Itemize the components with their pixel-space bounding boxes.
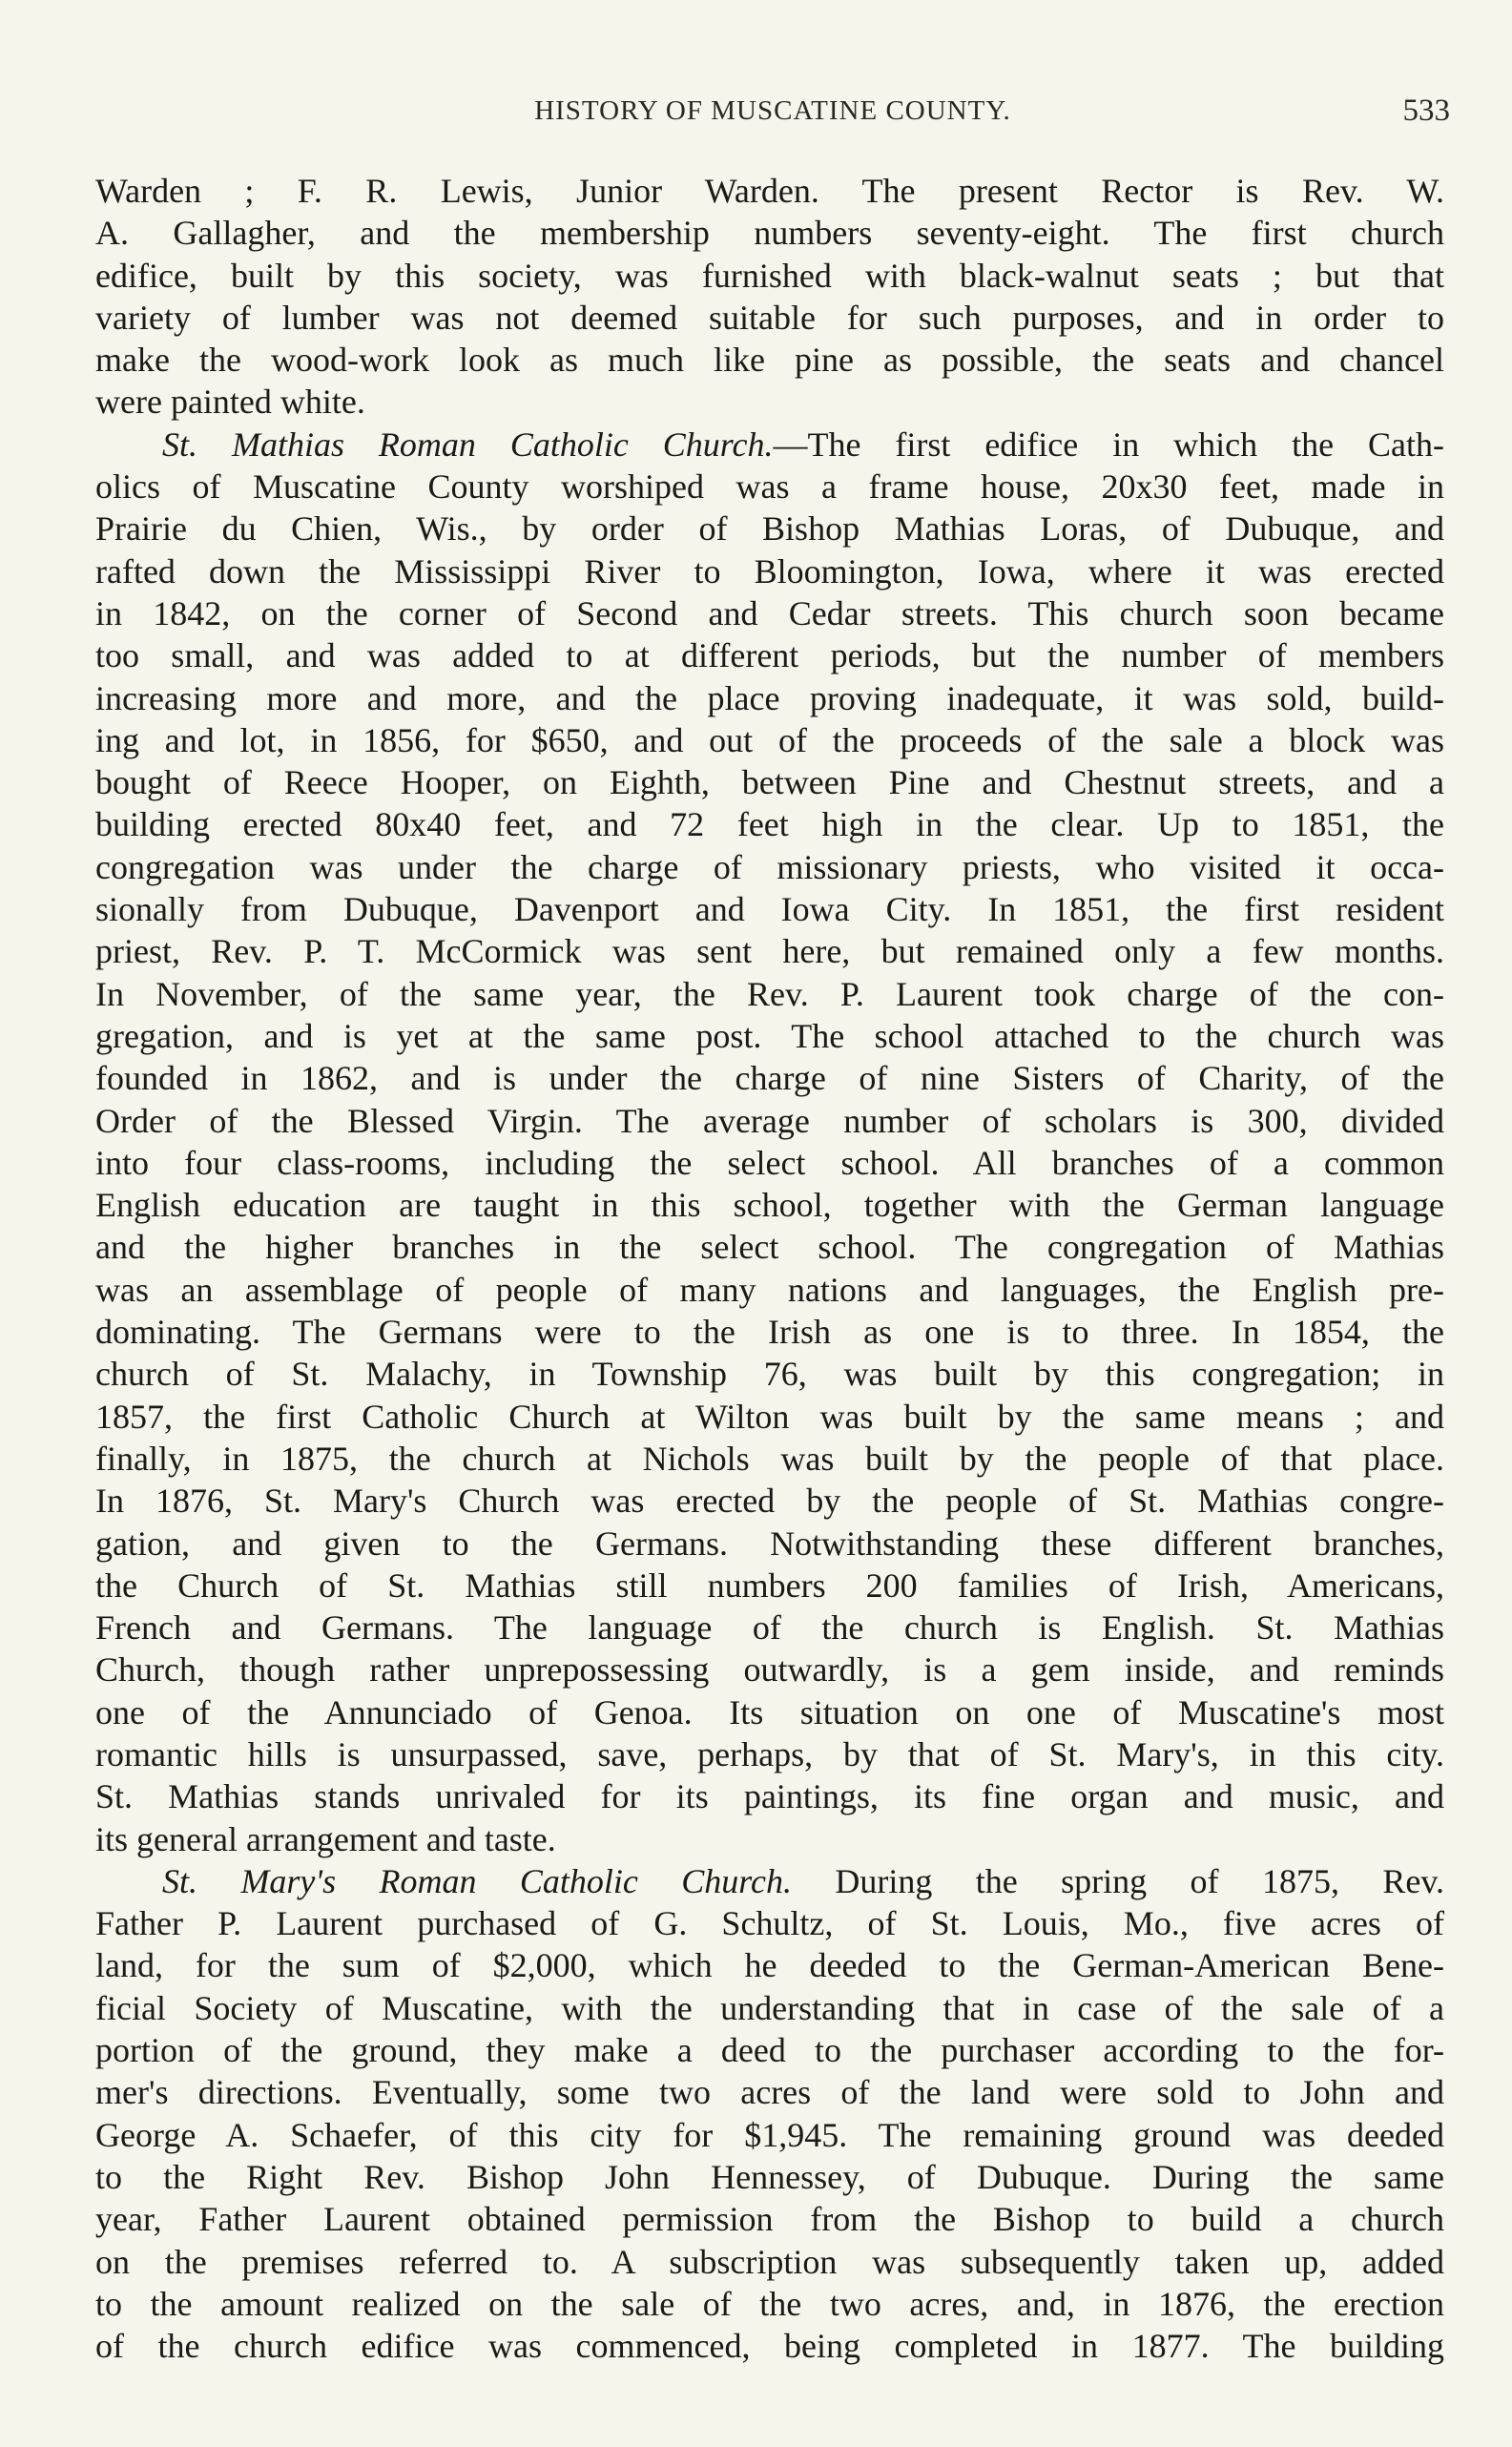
text-line-continuation: During the spring of 1875, Rev. bbox=[791, 1861, 1445, 1900]
text-line: 1857, the first Catholic Church at Wilton was built by the same means ; and bbox=[95, 1397, 1444, 1436]
text-line: St. Mathias stands unrivaled for its paintings, its fine organ and music, and bbox=[95, 1777, 1444, 1816]
text-line: in 1842, on the corner of Second and Cedar streets. This church soon became bbox=[95, 593, 1444, 632]
text-line: priest, Rev. P. T. McCormick was sent here, but remained only a few months. bbox=[95, 932, 1444, 971]
text-line: building erected 80x40 feet, and 72 feet high in the clear. Up to 1851, the bbox=[95, 805, 1444, 844]
text-line: into four class-rooms, including the select school. All branches of a common bbox=[95, 1143, 1444, 1182]
text-line: A. Gallagher, and the membership numbers seventy-eight. The first church bbox=[95, 214, 1444, 253]
text-line: finally, in 1875, the church at Nichols was built by the people of that place. bbox=[95, 1439, 1444, 1478]
text-line: Church, though rather unprepossessing outwardly, is a gem inside, and reminds bbox=[95, 1650, 1444, 1690]
body-text bbox=[95, 170, 1444, 2367]
text-line: gation, and given to the Germans. Notwithstanding these different branches, bbox=[95, 1524, 1444, 1563]
text-line: Father P. Laurent purchased of G. Schultz, of St. Louis, Mo., five acres of bbox=[95, 1904, 1444, 1943]
text-line-continuation: —The first edifice in which the Cath- bbox=[773, 425, 1445, 464]
text-line: English education are taught in this school, together with the German language bbox=[95, 1186, 1444, 1225]
running-title: HISTORY OF MUSCATINE COUNTY. bbox=[534, 95, 1011, 126]
text-line: ficial Society of Muscatine, with the understanding that in case of the sale of a bbox=[95, 1988, 1444, 2027]
text-line: too small, and was added to at different periods, but the number of members bbox=[95, 636, 1444, 675]
page-number: 533 bbox=[1402, 93, 1450, 128]
text-line: dominating. The Germans were to the Irish as one is to three. In 1854, the bbox=[95, 1313, 1444, 1352]
text-line: on the premises referred to. A subscription was subsequently taken up, added bbox=[95, 2242, 1444, 2281]
text-line: variety of lumber was not deemed suitable for such purposes, and in order to bbox=[95, 298, 1444, 337]
text-line: In 1876, St. Mary's Church was erected by the people of St. Mathias congre- bbox=[95, 1482, 1444, 1521]
text-line: land, for the sum of $2,000, which he deeded to the German-American Bene- bbox=[95, 1946, 1444, 1985]
text-line: gregation, and is yet at the same post. The school attached to the church was bbox=[95, 1016, 1444, 1055]
text-line: ing and lot, in 1856, for $650, and out of the proceeds of the sale a block was bbox=[95, 720, 1444, 759]
text-line: rafted down the Mississippi River to Bloomington, Iowa, where it was erected bbox=[95, 551, 1444, 591]
text-line: edifice, built by this society, was furnished with black-walnut seats ; but that bbox=[95, 256, 1444, 295]
text-line: bought of Reece Hooper, on Eighth, between Pine and Chestnut streets, and a bbox=[95, 763, 1444, 802]
text-line: portion of the ground, they make a deed to the purchaser according to the for- bbox=[95, 2031, 1444, 2070]
text-line: increasing more and more, and the place proving inadequate, it was sold, build- bbox=[95, 678, 1444, 717]
text-line: Prairie du Chien, Wis., by order of Bishop Mathias Loras, of Dubuque, and bbox=[95, 509, 1444, 549]
text-line: church of St. Malachy, in Township 76, was built by this congregation; in bbox=[95, 1355, 1444, 1394]
section-heading-st-mathias: St. Mathias Roman Catholic Church. bbox=[162, 425, 774, 464]
text-line: sionally from Dubuque, Davenport and Iowa City. In 1851, the first resident bbox=[95, 890, 1444, 929]
text-line: one of the Annunciado of Genoa. Its situation on one of Muscatine's most bbox=[95, 1692, 1444, 1732]
text-line: Order of the Blessed Virgin. The average number of scholars is 300, divided bbox=[95, 1101, 1444, 1140]
text-line: and the higher branches in the select school. The congregation of Mathias bbox=[95, 1228, 1444, 1267]
text-line: of the church edifice was commenced, being completed in 1877. The building bbox=[95, 2327, 1444, 2366]
text-line: make the wood-work look as much like pine as possible, the seats and chancel bbox=[95, 341, 1444, 380]
section-heading-line bbox=[95, 424, 1444, 466]
text-line: to the Right Rev. Bishop John Hennessey, of Dubuque. During the same bbox=[95, 2157, 1444, 2196]
text-line: Warden ; F. R. Lewis, Junior Warden. The present Rector is Rev. W. bbox=[95, 172, 1444, 210]
text-line: founded in 1862, and is under the charge of nine Sisters of Charity, of the bbox=[95, 1059, 1444, 1098]
text-line: was an assemblage of people of many nations and languages, the English pre- bbox=[95, 1270, 1444, 1309]
text-line: congregation was under the charge of missionary priests, who visited it occa- bbox=[95, 847, 1444, 886]
text-line: year, Father Laurent obtained permission from the Bishop to build a church bbox=[95, 2200, 1444, 2239]
text-line: romantic hills is unsurpassed, save, perhaps, by that of St. Mary's, in this city. bbox=[95, 1734, 1444, 1773]
text-line: the Church of St. Mathias still numbers 200 families of Irish, Americans, bbox=[95, 1566, 1444, 1605]
text-line: mer's directions. Eventually, some two acres of the land were sold to John and bbox=[95, 2073, 1444, 2112]
text-line: its general arrangement and taste. bbox=[95, 1819, 556, 1858]
text-line: to the amount realized on the sale of the two acres, and, in 1876, the erection bbox=[95, 2284, 1444, 2323]
text-line: In November, of the same year, the Rev. P. Laurent took charge of the con- bbox=[95, 974, 1444, 1013]
text-line: French and Germans. The language of the church is English. St. Mathias bbox=[95, 1608, 1444, 1648]
section-heading-line bbox=[95, 1860, 1444, 1902]
text-line: olics of Muscatine County worshiped was a frame house, 20x30 feet, made in bbox=[95, 467, 1444, 507]
section-heading-st-marys: St. Mary's Roman Catholic Church. bbox=[162, 1861, 792, 1900]
text-line: George A. Schaefer, of this city for $1,945. The remaining ground was deeded bbox=[95, 2115, 1444, 2154]
running-head bbox=[95, 95, 1450, 141]
text-line: were painted white. bbox=[95, 383, 365, 422]
